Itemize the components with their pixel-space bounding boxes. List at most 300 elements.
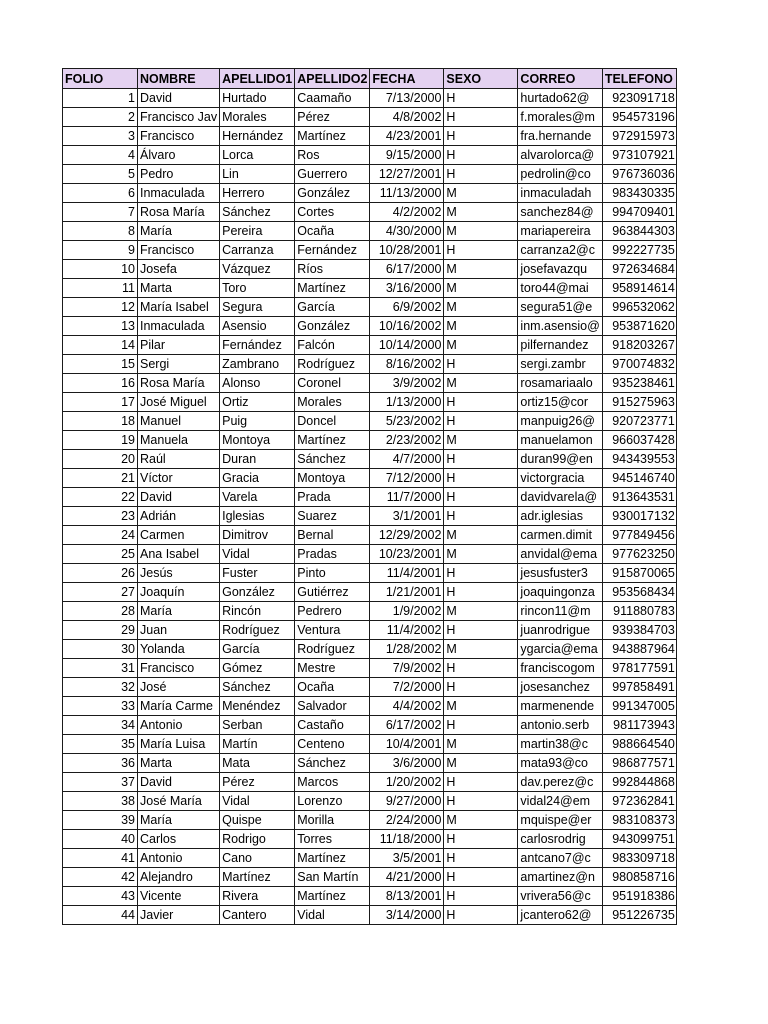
cell-apellido2[interactable]: Gutiérrez bbox=[295, 583, 370, 602]
header-cell-sexo[interactable]: SEXO bbox=[444, 69, 518, 89]
cell-correo[interactable]: manpuig26@ bbox=[518, 412, 602, 431]
cell-nombre[interactable]: Inmaculada bbox=[138, 317, 220, 336]
cell-folio[interactable]: 31 bbox=[63, 659, 138, 678]
cell-nombre[interactable]: Jesús bbox=[138, 564, 220, 583]
cell-apellido2[interactable]: Ros bbox=[295, 146, 370, 165]
cell-nombre[interactable]: Álvaro bbox=[138, 146, 220, 165]
cell-folio[interactable]: 16 bbox=[63, 374, 138, 393]
cell-telefono[interactable]: 972362841 bbox=[602, 792, 676, 811]
cell-nombre[interactable]: Ana Isabel bbox=[138, 545, 220, 564]
cell-apellido2[interactable]: Martínez bbox=[295, 849, 370, 868]
cell-folio[interactable]: 6 bbox=[63, 184, 138, 203]
cell-correo[interactable]: inm.asensio@ bbox=[518, 317, 602, 336]
cell-apellido2[interactable]: Mestre bbox=[295, 659, 370, 678]
cell-folio[interactable]: 29 bbox=[63, 621, 138, 640]
cell-correo[interactable]: ygarcia@ema bbox=[518, 640, 602, 659]
cell-sexo[interactable]: H bbox=[444, 450, 518, 469]
cell-telefono[interactable]: 923091718 bbox=[602, 89, 676, 108]
cell-apellido1[interactable]: Iglesias bbox=[220, 507, 295, 526]
cell-apellido1[interactable]: Vázquez bbox=[220, 260, 295, 279]
cell-sexo[interactable]: M bbox=[444, 640, 518, 659]
cell-apellido1[interactable]: Varela bbox=[220, 488, 295, 507]
cell-apellido1[interactable]: Vidal bbox=[220, 792, 295, 811]
cell-apellido2[interactable]: González bbox=[295, 317, 370, 336]
header-cell-apellido1[interactable]: APELLIDO1 bbox=[220, 69, 295, 89]
cell-correo[interactable]: manuelamon bbox=[518, 431, 602, 450]
cell-apellido2[interactable]: Ventura bbox=[295, 621, 370, 640]
cell-fecha[interactable]: 12/29/2002 bbox=[370, 526, 444, 545]
cell-fecha[interactable]: 4/23/2001 bbox=[370, 127, 444, 146]
cell-correo[interactable]: mariapereira bbox=[518, 222, 602, 241]
cell-nombre[interactable]: David bbox=[138, 488, 220, 507]
cell-nombre[interactable]: Carmen bbox=[138, 526, 220, 545]
cell-fecha[interactable]: 9/15/2000 bbox=[370, 146, 444, 165]
cell-apellido1[interactable]: Martín bbox=[220, 735, 295, 754]
cell-telefono[interactable]: 915870065 bbox=[602, 564, 676, 583]
cell-sexo[interactable]: H bbox=[444, 564, 518, 583]
cell-telefono[interactable]: 954573196 bbox=[602, 108, 676, 127]
cell-apellido2[interactable]: Prada bbox=[295, 488, 370, 507]
cell-folio[interactable]: 36 bbox=[63, 754, 138, 773]
cell-sexo[interactable]: M bbox=[444, 260, 518, 279]
cell-folio[interactable]: 43 bbox=[63, 887, 138, 906]
cell-correo[interactable]: anvidal@ema bbox=[518, 545, 602, 564]
cell-sexo[interactable]: H bbox=[444, 678, 518, 697]
cell-telefono[interactable]: 988664540 bbox=[602, 735, 676, 754]
cell-sexo[interactable]: H bbox=[444, 716, 518, 735]
cell-fecha[interactable]: 10/28/2001 bbox=[370, 241, 444, 260]
cell-sexo[interactable]: H bbox=[444, 165, 518, 184]
cell-nombre[interactable]: Manuela bbox=[138, 431, 220, 450]
cell-nombre[interactable]: Víctor bbox=[138, 469, 220, 488]
cell-nombre[interactable]: David bbox=[138, 773, 220, 792]
cell-telefono[interactable]: 997858491 bbox=[602, 678, 676, 697]
cell-folio[interactable]: 10 bbox=[63, 260, 138, 279]
cell-folio[interactable]: 14 bbox=[63, 336, 138, 355]
cell-correo[interactable]: carranza2@c bbox=[518, 241, 602, 260]
cell-telefono[interactable]: 983430335 bbox=[602, 184, 676, 203]
cell-correo[interactable]: segura51@e bbox=[518, 298, 602, 317]
cell-sexo[interactable]: H bbox=[444, 773, 518, 792]
cell-sexo[interactable]: H bbox=[444, 127, 518, 146]
cell-correo[interactable]: franciscogom bbox=[518, 659, 602, 678]
cell-sexo[interactable]: H bbox=[444, 146, 518, 165]
cell-nombre[interactable]: Joaquín bbox=[138, 583, 220, 602]
cell-apellido2[interactable]: Marcos bbox=[295, 773, 370, 792]
cell-apellido1[interactable]: Carranza bbox=[220, 241, 295, 260]
cell-nombre[interactable]: Francisco Jav bbox=[138, 108, 220, 127]
cell-telefono[interactable]: 911880783 bbox=[602, 602, 676, 621]
cell-sexo[interactable]: H bbox=[444, 469, 518, 488]
cell-apellido1[interactable]: Fernández bbox=[220, 336, 295, 355]
cell-nombre[interactable]: Francisco bbox=[138, 127, 220, 146]
cell-fecha[interactable]: 8/16/2002 bbox=[370, 355, 444, 374]
cell-sexo[interactable]: H bbox=[444, 583, 518, 602]
cell-apellido1[interactable]: Ortiz bbox=[220, 393, 295, 412]
cell-apellido2[interactable]: Martínez bbox=[295, 431, 370, 450]
cell-apellido2[interactable]: Martínez bbox=[295, 279, 370, 298]
cell-sexo[interactable]: M bbox=[444, 317, 518, 336]
cell-telefono[interactable]: 920723771 bbox=[602, 412, 676, 431]
cell-apellido1[interactable]: García bbox=[220, 640, 295, 659]
cell-apellido2[interactable]: Centeno bbox=[295, 735, 370, 754]
cell-correo[interactable]: martin38@c bbox=[518, 735, 602, 754]
cell-telefono[interactable]: 994709401 bbox=[602, 203, 676, 222]
cell-telefono[interactable]: 983309718 bbox=[602, 849, 676, 868]
cell-nombre[interactable]: Javier bbox=[138, 906, 220, 925]
cell-fecha[interactable]: 12/27/2001 bbox=[370, 165, 444, 184]
cell-fecha[interactable]: 11/7/2000 bbox=[370, 488, 444, 507]
cell-apellido1[interactable]: Pereira bbox=[220, 222, 295, 241]
cell-telefono[interactable]: 943887964 bbox=[602, 640, 676, 659]
cell-apellido2[interactable]: Castaño bbox=[295, 716, 370, 735]
cell-apellido2[interactable]: Ríos bbox=[295, 260, 370, 279]
cell-folio[interactable]: 44 bbox=[63, 906, 138, 925]
cell-telefono[interactable]: 951226735 bbox=[602, 906, 676, 925]
cell-nombre[interactable]: María bbox=[138, 811, 220, 830]
cell-fecha[interactable]: 6/17/2000 bbox=[370, 260, 444, 279]
cell-nombre[interactable]: María bbox=[138, 222, 220, 241]
cell-nombre[interactable]: David bbox=[138, 89, 220, 108]
cell-fecha[interactable]: 7/2/2000 bbox=[370, 678, 444, 697]
cell-fecha[interactable]: 3/5/2001 bbox=[370, 849, 444, 868]
cell-nombre[interactable]: Pedro bbox=[138, 165, 220, 184]
header-cell-telefono[interactable]: TELEFONO bbox=[602, 69, 676, 89]
cell-apellido2[interactable]: González bbox=[295, 184, 370, 203]
cell-folio[interactable]: 28 bbox=[63, 602, 138, 621]
cell-correo[interactable]: alvarolorca@ bbox=[518, 146, 602, 165]
cell-fecha[interactable]: 1/28/2002 bbox=[370, 640, 444, 659]
cell-sexo[interactable]: H bbox=[444, 412, 518, 431]
cell-sexo[interactable]: M bbox=[444, 203, 518, 222]
cell-nombre[interactable]: María Luisa bbox=[138, 735, 220, 754]
cell-sexo[interactable]: H bbox=[444, 868, 518, 887]
cell-apellido1[interactable]: Fuster bbox=[220, 564, 295, 583]
cell-apellido2[interactable]: Morilla bbox=[295, 811, 370, 830]
cell-correo[interactable]: mata93@co bbox=[518, 754, 602, 773]
cell-folio[interactable]: 35 bbox=[63, 735, 138, 754]
cell-fecha[interactable]: 7/12/2000 bbox=[370, 469, 444, 488]
cell-fecha[interactable]: 8/13/2001 bbox=[370, 887, 444, 906]
cell-nombre[interactable]: Raúl bbox=[138, 450, 220, 469]
cell-sexo[interactable]: H bbox=[444, 507, 518, 526]
cell-telefono[interactable]: 935238461 bbox=[602, 374, 676, 393]
cell-apellido2[interactable]: Doncel bbox=[295, 412, 370, 431]
cell-folio[interactable]: 8 bbox=[63, 222, 138, 241]
cell-fecha[interactable]: 5/23/2002 bbox=[370, 412, 444, 431]
cell-correo[interactable]: inmaculadah bbox=[518, 184, 602, 203]
cell-apellido1[interactable]: Dimitrov bbox=[220, 526, 295, 545]
cell-apellido2[interactable]: Torres bbox=[295, 830, 370, 849]
cell-sexo[interactable]: M bbox=[444, 602, 518, 621]
cell-folio[interactable]: 21 bbox=[63, 469, 138, 488]
cell-telefono[interactable]: 973107921 bbox=[602, 146, 676, 165]
cell-fecha[interactable]: 1/21/2001 bbox=[370, 583, 444, 602]
cell-telefono[interactable]: 943439553 bbox=[602, 450, 676, 469]
cell-folio[interactable]: 33 bbox=[63, 697, 138, 716]
cell-correo[interactable]: victorgracia bbox=[518, 469, 602, 488]
cell-correo[interactable]: hurtado62@ bbox=[518, 89, 602, 108]
cell-sexo[interactable]: M bbox=[444, 526, 518, 545]
cell-sexo[interactable]: M bbox=[444, 336, 518, 355]
cell-folio[interactable]: 30 bbox=[63, 640, 138, 659]
cell-apellido1[interactable]: Cano bbox=[220, 849, 295, 868]
cell-correo[interactable]: josefavazqu bbox=[518, 260, 602, 279]
cell-apellido2[interactable]: Rodríguez bbox=[295, 355, 370, 374]
cell-correo[interactable]: sergi.zambr bbox=[518, 355, 602, 374]
cell-sexo[interactable]: M bbox=[444, 697, 518, 716]
cell-nombre[interactable]: Marta bbox=[138, 279, 220, 298]
cell-fecha[interactable]: 2/24/2000 bbox=[370, 811, 444, 830]
cell-apellido2[interactable]: Pedrero bbox=[295, 602, 370, 621]
cell-correo[interactable]: josesanchez bbox=[518, 678, 602, 697]
cell-sexo[interactable]: M bbox=[444, 735, 518, 754]
cell-telefono[interactable]: 976736036 bbox=[602, 165, 676, 184]
cell-fecha[interactable]: 11/18/2000 bbox=[370, 830, 444, 849]
cell-fecha[interactable]: 10/16/2002 bbox=[370, 317, 444, 336]
cell-apellido2[interactable]: García bbox=[295, 298, 370, 317]
cell-fecha[interactable]: 10/14/2000 bbox=[370, 336, 444, 355]
cell-nombre[interactable]: Juan bbox=[138, 621, 220, 640]
cell-nombre[interactable]: José bbox=[138, 678, 220, 697]
cell-apellido2[interactable]: Fernández bbox=[295, 241, 370, 260]
cell-apellido1[interactable]: Sánchez bbox=[220, 203, 295, 222]
cell-fecha[interactable]: 11/4/2001 bbox=[370, 564, 444, 583]
cell-nombre[interactable]: María Carme bbox=[138, 697, 220, 716]
cell-correo[interactable]: jesusfuster3 bbox=[518, 564, 602, 583]
cell-telefono[interactable]: 970074832 bbox=[602, 355, 676, 374]
cell-telefono[interactable]: 983108373 bbox=[602, 811, 676, 830]
cell-fecha[interactable]: 10/4/2001 bbox=[370, 735, 444, 754]
cell-fecha[interactable]: 4/30/2000 bbox=[370, 222, 444, 241]
cell-sexo[interactable]: H bbox=[444, 393, 518, 412]
cell-sexo[interactable]: H bbox=[444, 89, 518, 108]
cell-telefono[interactable]: 939384703 bbox=[602, 621, 676, 640]
cell-apellido1[interactable]: Rodrigo bbox=[220, 830, 295, 849]
cell-telefono[interactable]: 981173943 bbox=[602, 716, 676, 735]
cell-sexo[interactable]: H bbox=[444, 887, 518, 906]
cell-folio[interactable]: 11 bbox=[63, 279, 138, 298]
cell-fecha[interactable]: 4/4/2002 bbox=[370, 697, 444, 716]
cell-folio[interactable]: 25 bbox=[63, 545, 138, 564]
cell-folio[interactable]: 1 bbox=[63, 89, 138, 108]
cell-telefono[interactable]: 980858716 bbox=[602, 868, 676, 887]
cell-nombre[interactable]: Antonio bbox=[138, 716, 220, 735]
cell-folio[interactable]: 19 bbox=[63, 431, 138, 450]
cell-apellido1[interactable]: Menéndez bbox=[220, 697, 295, 716]
cell-sexo[interactable]: H bbox=[444, 792, 518, 811]
cell-correo[interactable]: marmenende bbox=[518, 697, 602, 716]
cell-folio[interactable]: 3 bbox=[63, 127, 138, 146]
cell-fecha[interactable]: 7/13/2000 bbox=[370, 89, 444, 108]
cell-fecha[interactable]: 11/13/2000 bbox=[370, 184, 444, 203]
cell-folio[interactable]: 5 bbox=[63, 165, 138, 184]
cell-sexo[interactable]: H bbox=[444, 241, 518, 260]
cell-fecha[interactable]: 7/9/2002 bbox=[370, 659, 444, 678]
cell-apellido1[interactable]: Duran bbox=[220, 450, 295, 469]
cell-correo[interactable]: fra.hernande bbox=[518, 127, 602, 146]
cell-nombre[interactable]: Adrián bbox=[138, 507, 220, 526]
cell-telefono[interactable]: 972915973 bbox=[602, 127, 676, 146]
cell-telefono[interactable]: 953568434 bbox=[602, 583, 676, 602]
cell-correo[interactable]: antonio.serb bbox=[518, 716, 602, 735]
cell-apellido1[interactable]: Quispe bbox=[220, 811, 295, 830]
cell-folio[interactable]: 12 bbox=[63, 298, 138, 317]
cell-apellido2[interactable]: Martínez bbox=[295, 887, 370, 906]
cell-folio[interactable]: 23 bbox=[63, 507, 138, 526]
cell-fecha[interactable]: 4/7/2000 bbox=[370, 450, 444, 469]
cell-nombre[interactable]: Alejandro bbox=[138, 868, 220, 887]
cell-correo[interactable]: amartinez@n bbox=[518, 868, 602, 887]
cell-apellido2[interactable]: Falcón bbox=[295, 336, 370, 355]
cell-correo[interactable]: carlosrodrig bbox=[518, 830, 602, 849]
cell-correo[interactable]: juanrodrigue bbox=[518, 621, 602, 640]
cell-folio[interactable]: 38 bbox=[63, 792, 138, 811]
header-cell-fecha[interactable]: FECHA bbox=[370, 69, 444, 89]
cell-apellido1[interactable]: Cantero bbox=[220, 906, 295, 925]
cell-telefono[interactable]: 978177591 bbox=[602, 659, 676, 678]
cell-fecha[interactable]: 4/2/2002 bbox=[370, 203, 444, 222]
cell-telefono[interactable]: 945146740 bbox=[602, 469, 676, 488]
cell-sexo[interactable]: M bbox=[444, 279, 518, 298]
cell-sexo[interactable]: M bbox=[444, 374, 518, 393]
cell-nombre[interactable]: Antonio bbox=[138, 849, 220, 868]
cell-folio[interactable]: 15 bbox=[63, 355, 138, 374]
cell-correo[interactable]: rincon11@m bbox=[518, 602, 602, 621]
cell-apellido2[interactable]: Coronel bbox=[295, 374, 370, 393]
cell-apellido1[interactable]: Montoya bbox=[220, 431, 295, 450]
cell-telefono[interactable]: 915275963 bbox=[602, 393, 676, 412]
cell-telefono[interactable]: 977849456 bbox=[602, 526, 676, 545]
cell-correo[interactable]: duran99@en bbox=[518, 450, 602, 469]
cell-fecha[interactable]: 4/8/2002 bbox=[370, 108, 444, 127]
cell-fecha[interactable]: 1/20/2002 bbox=[370, 773, 444, 792]
cell-folio[interactable]: 27 bbox=[63, 583, 138, 602]
cell-correo[interactable]: f.morales@m bbox=[518, 108, 602, 127]
cell-nombre[interactable]: Marta bbox=[138, 754, 220, 773]
cell-sexo[interactable]: H bbox=[444, 108, 518, 127]
cell-telefono[interactable]: 966037428 bbox=[602, 431, 676, 450]
cell-apellido2[interactable]: Lorenzo bbox=[295, 792, 370, 811]
cell-apellido2[interactable]: Pérez bbox=[295, 108, 370, 127]
cell-folio[interactable]: 41 bbox=[63, 849, 138, 868]
cell-apellido1[interactable]: Hurtado bbox=[220, 89, 295, 108]
cell-apellido2[interactable]: Morales bbox=[295, 393, 370, 412]
cell-sexo[interactable]: M bbox=[444, 298, 518, 317]
cell-telefono[interactable]: 913643531 bbox=[602, 488, 676, 507]
cell-apellido1[interactable]: Hernández bbox=[220, 127, 295, 146]
cell-nombre[interactable]: Sergi bbox=[138, 355, 220, 374]
cell-fecha[interactable]: 9/27/2000 bbox=[370, 792, 444, 811]
cell-nombre[interactable]: María bbox=[138, 602, 220, 621]
cell-nombre[interactable]: Yolanda bbox=[138, 640, 220, 659]
cell-telefono[interactable]: 958914614 bbox=[602, 279, 676, 298]
cell-apellido2[interactable]: Guerrero bbox=[295, 165, 370, 184]
cell-apellido2[interactable]: San Martín bbox=[295, 868, 370, 887]
cell-folio[interactable]: 40 bbox=[63, 830, 138, 849]
cell-sexo[interactable]: H bbox=[444, 355, 518, 374]
cell-folio[interactable]: 26 bbox=[63, 564, 138, 583]
cell-fecha[interactable]: 4/21/2000 bbox=[370, 868, 444, 887]
cell-apellido2[interactable]: Rodríguez bbox=[295, 640, 370, 659]
cell-correo[interactable]: dav.perez@c bbox=[518, 773, 602, 792]
cell-folio[interactable]: 37 bbox=[63, 773, 138, 792]
cell-nombre[interactable]: Carlos bbox=[138, 830, 220, 849]
cell-telefono[interactable]: 977623250 bbox=[602, 545, 676, 564]
cell-apellido2[interactable]: Sánchez bbox=[295, 754, 370, 773]
cell-telefono[interactable]: 972634684 bbox=[602, 260, 676, 279]
cell-correo[interactable]: joaquingonza bbox=[518, 583, 602, 602]
cell-apellido1[interactable]: Puig bbox=[220, 412, 295, 431]
header-cell-folio[interactable]: FOLIO bbox=[63, 69, 138, 89]
cell-sexo[interactable]: H bbox=[444, 830, 518, 849]
cell-nombre[interactable]: Inmaculada bbox=[138, 184, 220, 203]
cell-sexo[interactable]: M bbox=[444, 222, 518, 241]
cell-apellido1[interactable]: Toro bbox=[220, 279, 295, 298]
cell-apellido2[interactable]: Martínez bbox=[295, 127, 370, 146]
cell-folio[interactable]: 34 bbox=[63, 716, 138, 735]
cell-telefono[interactable]: 930017132 bbox=[602, 507, 676, 526]
cell-correo[interactable]: toro44@mai bbox=[518, 279, 602, 298]
cell-folio[interactable]: 9 bbox=[63, 241, 138, 260]
cell-correo[interactable]: mquispe@er bbox=[518, 811, 602, 830]
cell-fecha[interactable]: 6/17/2002 bbox=[370, 716, 444, 735]
cell-apellido1[interactable]: Zambrano bbox=[220, 355, 295, 374]
cell-apellido1[interactable]: Lorca bbox=[220, 146, 295, 165]
cell-nombre[interactable]: Manuel bbox=[138, 412, 220, 431]
cell-apellido1[interactable]: Vidal bbox=[220, 545, 295, 564]
cell-nombre[interactable]: Rosa María bbox=[138, 203, 220, 222]
cell-sexo[interactable]: M bbox=[444, 754, 518, 773]
cell-fecha[interactable]: 3/1/2001 bbox=[370, 507, 444, 526]
cell-apellido1[interactable]: Herrero bbox=[220, 184, 295, 203]
cell-folio[interactable]: 42 bbox=[63, 868, 138, 887]
cell-sexo[interactable]: H bbox=[444, 849, 518, 868]
cell-correo[interactable]: pedrolin@co bbox=[518, 165, 602, 184]
cell-apellido1[interactable]: Rincón bbox=[220, 602, 295, 621]
cell-sexo[interactable]: M bbox=[444, 545, 518, 564]
cell-apellido2[interactable]: Pinto bbox=[295, 564, 370, 583]
cell-correo[interactable]: vrivera56@c bbox=[518, 887, 602, 906]
cell-fecha[interactable]: 3/6/2000 bbox=[370, 754, 444, 773]
cell-fecha[interactable]: 3/16/2000 bbox=[370, 279, 444, 298]
cell-apellido2[interactable]: Vidal bbox=[295, 906, 370, 925]
cell-apellido2[interactable]: Salvador bbox=[295, 697, 370, 716]
cell-folio[interactable]: 22 bbox=[63, 488, 138, 507]
cell-fecha[interactable]: 1/13/2000 bbox=[370, 393, 444, 412]
cell-correo[interactable]: sanchez84@ bbox=[518, 203, 602, 222]
cell-nombre[interactable]: Francisco bbox=[138, 659, 220, 678]
cell-apellido1[interactable]: Rivera bbox=[220, 887, 295, 906]
cell-correo[interactable]: carmen.dimit bbox=[518, 526, 602, 545]
cell-apellido2[interactable]: Ocaña bbox=[295, 222, 370, 241]
cell-apellido2[interactable]: Pradas bbox=[295, 545, 370, 564]
cell-correo[interactable]: davidvarela@ bbox=[518, 488, 602, 507]
cell-correo[interactable]: adr.iglesias bbox=[518, 507, 602, 526]
cell-apellido1[interactable]: Morales bbox=[220, 108, 295, 127]
cell-folio[interactable]: 39 bbox=[63, 811, 138, 830]
cell-folio[interactable]: 4 bbox=[63, 146, 138, 165]
cell-folio[interactable]: 24 bbox=[63, 526, 138, 545]
cell-apellido1[interactable]: Gracia bbox=[220, 469, 295, 488]
header-cell-apellido2[interactable]: APELLIDO2 bbox=[295, 69, 370, 89]
cell-folio[interactable]: 7 bbox=[63, 203, 138, 222]
cell-correo[interactable]: ortiz15@cor bbox=[518, 393, 602, 412]
cell-telefono[interactable]: 918203267 bbox=[602, 336, 676, 355]
cell-sexo[interactable]: H bbox=[444, 488, 518, 507]
cell-apellido2[interactable]: Ocaña bbox=[295, 678, 370, 697]
cell-sexo[interactable]: M bbox=[444, 184, 518, 203]
